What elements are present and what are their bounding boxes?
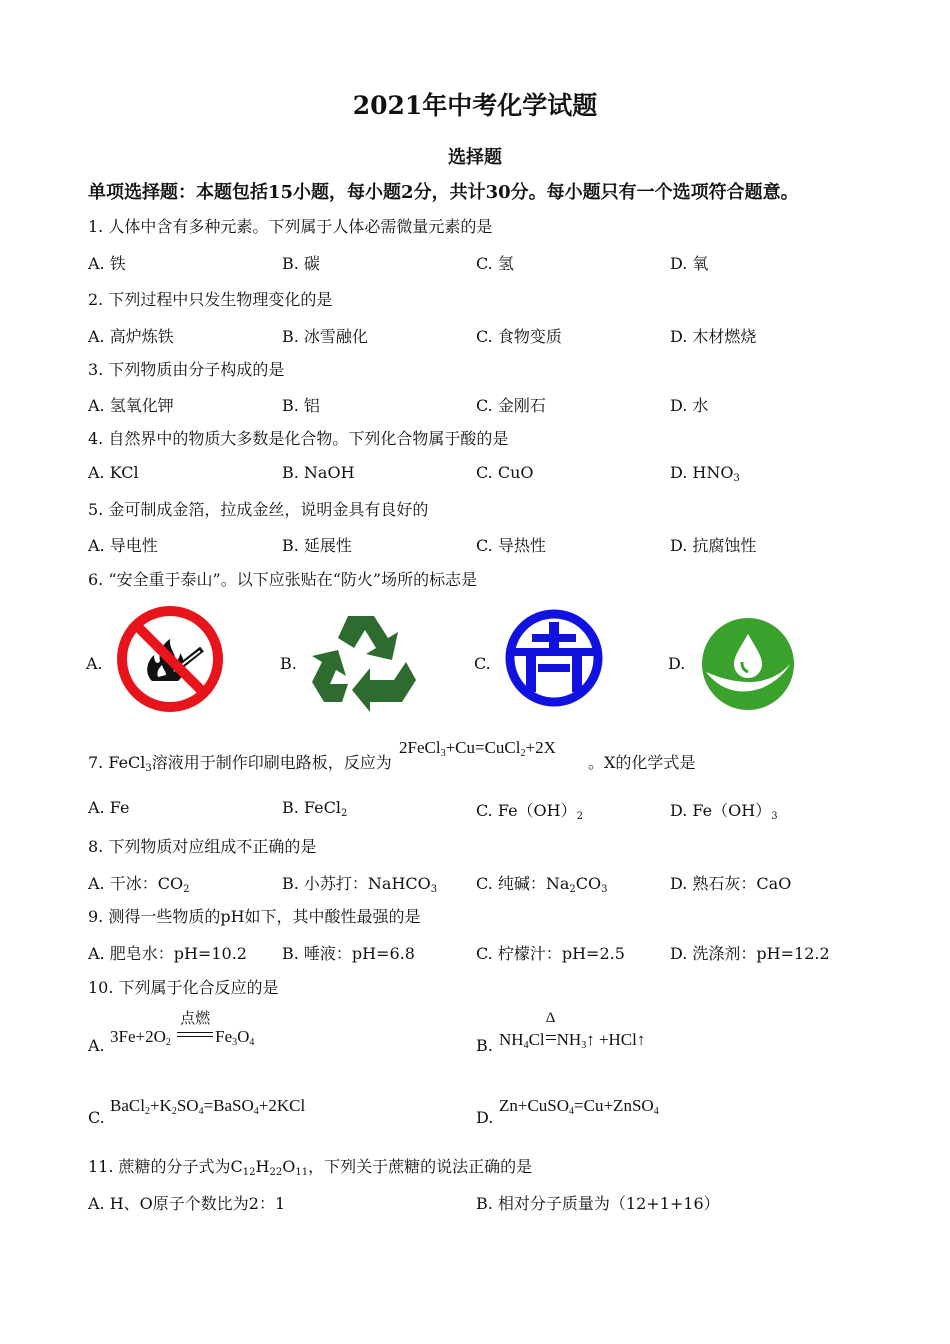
q11-option-a: A. H、O原子个数比为2：1 (88, 1194, 286, 1213)
question-10: 10. 下列属于化合反应的是 (88, 978, 279, 997)
q1-option-a: A. 铁 (88, 254, 126, 273)
q10-option-c-equation: $BaCl_2+K_2SO_4=BaSO_4+2KCl$ (110, 1096, 306, 1117)
q1-option-b: B. 碳 (282, 254, 320, 273)
q3-option-c: C. 金刚石 (476, 396, 546, 415)
no-fire-sign-icon (114, 603, 226, 715)
q3-option-b: B. 铝 (282, 396, 320, 415)
q10-option-b-label: B. (476, 1036, 493, 1055)
question-8: 8. 下列物质对应组成不正确的是 (88, 837, 317, 856)
q1-option-c: C. 氢 (476, 254, 514, 273)
q9-option-a: A. 肥皂水：pH=10.2 (88, 944, 247, 963)
q8-option-c: C. 纯碱：$Na_2CO_3$ (476, 874, 608, 895)
q10-option-d-label: D. (476, 1108, 494, 1127)
q5-option-d: D. 抗腐蚀性 (670, 536, 757, 555)
q8-option-d: D. 熟石灰：CaO (670, 874, 792, 893)
q10-option-b-equation: $NH_4Cl$ Δ $NH_3↑$ +HCl↑ (499, 1010, 646, 1051)
question-9: 9. 测得一些物质的pH如下，其中酸性最强的是 (88, 907, 421, 926)
q2-option-d: D. 木材燃烧 (670, 327, 757, 346)
q11-option-b: B. 相对分子质量为（12+1+16） (476, 1194, 720, 1213)
section-heading: 选择题 (448, 147, 502, 168)
q3-option-a: A. 氢氧化钾 (88, 396, 174, 415)
q9-option-d: D. 洗涤剂：pH=12.2 (670, 944, 830, 963)
question-6: 6. “安全重于泰山”。以下应张贴在“防火”场所的标志是 (88, 570, 478, 589)
q2-option-b: B. 冰雪融化 (282, 327, 368, 346)
q5-option-a: A. 导电性 (88, 536, 158, 555)
q7-option-b: B. FeCl$_2$ (282, 798, 348, 819)
page-title: 2021年中考化学试题 (352, 91, 598, 120)
q2-option-c: C. 食物变质 (476, 327, 562, 346)
q10-option-d-equation: Zn+CuSO$_4$=Cu+ZnSO$_4$ (499, 1096, 659, 1117)
question-7-tail: 。X的化学式是 (588, 753, 696, 772)
recycle-sign-icon (308, 608, 418, 714)
q6-option-c: C. (474, 654, 491, 673)
q10-option-a-equation: $3Fe+2O_2$ 点燃 $Fe_3O_4$ (110, 1011, 255, 1048)
q8-option-b: B. 小苏打：NaHCO$_3$ (282, 874, 438, 895)
water-saving-sign-icon (504, 608, 604, 708)
water-drop-sign-icon (700, 616, 796, 712)
q9-option-c: C. 柠檬汁：pH=2.5 (476, 944, 625, 963)
question-2: 2. 下列过程中只发生物理变化的是 (88, 290, 333, 309)
instruction: 单项选择题：本题包括15小题，每小题2分，共计30分。每小题只有一个选项符合题意。 (88, 182, 799, 203)
q7-equation: 2FeCl$_3$+Cu=CuCl$_2$+2X (399, 738, 556, 759)
question-7: 7. FeCl$_3$溶液用于制作印刷电路板，反应为 (88, 753, 392, 774)
q7-option-a: A. Fe (88, 798, 130, 817)
q4-option-a: A. KCl (88, 463, 139, 482)
q10-option-a-label: A. (88, 1036, 105, 1055)
q6-option-a: A. (86, 654, 103, 673)
q5-option-b: B. 延展性 (282, 536, 352, 555)
question-4: 4. 自然界中的物质大多数是化合物。下列化合物属于酸的是 (88, 429, 509, 448)
q4-option-b: B. NaOH (282, 463, 355, 482)
question-1: 1. 人体中含有多种元素。下列属于人体必需微量元素的是 (88, 217, 493, 236)
q6-option-b: B. (280, 654, 297, 673)
question-3: 3. 下列物质由分子构成的是 (88, 360, 285, 379)
question-5: 5. 金可制成金箔，拉成金丝，说明金具有良好的 (88, 500, 429, 519)
q7-option-c: C. $Fe(OH)_2$ (476, 801, 583, 822)
q1-option-d: D. 氧 (670, 254, 709, 273)
q2-option-a: A. 高炉炼铁 (88, 327, 174, 346)
q5-option-c: C. 导热性 (476, 536, 546, 555)
q4-option-c: C. CuO (476, 463, 534, 482)
question-11: 11. 蔗糖的分子式为$C_{12}H_{22}O_{11}$，下列关于蔗糖的说法正确的是 (88, 1157, 533, 1178)
q6-option-d: D. (668, 654, 686, 673)
q7-option-d: D. $Fe(OH)_3$ (670, 801, 778, 822)
q4-option-d: D. $HNO_3$ (670, 463, 740, 484)
q9-option-b: B. 唾液：pH=6.8 (282, 944, 415, 963)
q10-option-c-label: C. (88, 1108, 105, 1127)
q8-option-a: A. 干冰：$CO_2$ (88, 874, 190, 895)
q3-option-d: D. 水 (670, 396, 709, 415)
